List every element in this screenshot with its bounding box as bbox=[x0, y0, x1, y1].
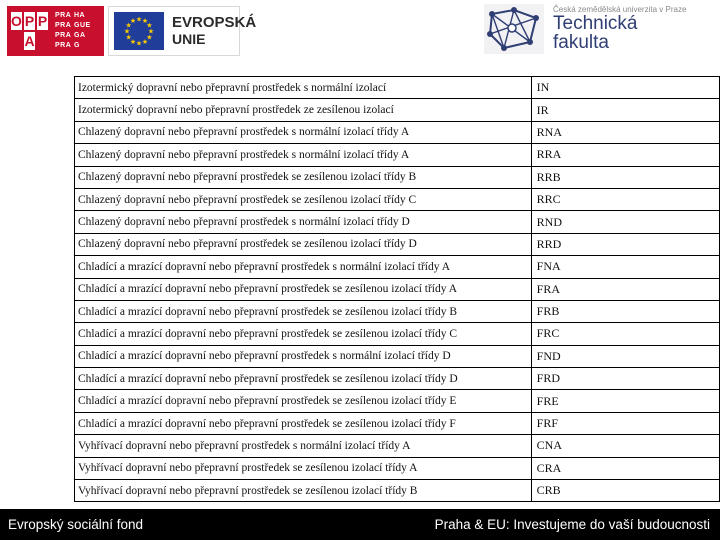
network-emblem-icon bbox=[484, 4, 544, 54]
opp-word: PRA bbox=[55, 22, 72, 29]
eu-star-icon: ★ bbox=[125, 33, 132, 42]
faculty-title-line-2: fakulta bbox=[553, 32, 609, 53]
opp-word: PRA bbox=[55, 12, 72, 19]
eu-star-icon: ★ bbox=[141, 17, 149, 26]
row-description: Vyhřívací dopravní nebo přepravní prostředek se zesílenou izolací třídy A bbox=[75, 457, 532, 479]
table-row bbox=[75, 233, 720, 255]
eu-star-icon: ★ bbox=[147, 27, 155, 36]
eu-star-icon: ★ bbox=[146, 33, 153, 42]
table-row bbox=[75, 457, 720, 479]
table-row bbox=[75, 435, 720, 457]
row-description: Chlazený dopravní nebo přepravní prostředek se zesílenou izolací třídy C bbox=[75, 188, 532, 210]
row-description: Chladící a mrazící dopravní nebo přepravní prostředek se zesílenou izolací třídy C bbox=[75, 323, 532, 345]
opp-letter: P bbox=[24, 13, 35, 29]
row-description: Chladící a mrazící dopravní nebo přepravní prostředek s normální izolací třídy D bbox=[75, 345, 532, 367]
opp-word: PRA bbox=[55, 42, 72, 49]
table-body bbox=[75, 77, 720, 502]
table-row bbox=[75, 345, 720, 367]
row-code: FRA bbox=[531, 278, 719, 300]
table-row bbox=[75, 166, 720, 188]
opp-praha-logo bbox=[7, 6, 104, 56]
footer-bar bbox=[0, 509, 720, 540]
row-code: FRE bbox=[531, 390, 719, 412]
eu-star-icon: ★ bbox=[125, 21, 132, 30]
row-code: RRC bbox=[531, 188, 719, 210]
eu-star-icon: ★ bbox=[146, 21, 153, 30]
row-code: CRA bbox=[531, 457, 719, 479]
eu-star-icon: ★ bbox=[135, 39, 143, 48]
opp-word: GA bbox=[74, 32, 86, 39]
opp-letter: A bbox=[24, 33, 35, 49]
eu-star-icon: ★ bbox=[123, 27, 131, 36]
row-description: Chladící a mrazící dopravní nebo přepravní prostředek se zesílenou izolací třídy A bbox=[75, 278, 532, 300]
row-code: FNA bbox=[531, 256, 719, 278]
table-row bbox=[75, 77, 720, 99]
row-code: RNA bbox=[531, 121, 719, 143]
row-description: Chladící a mrazící dopravní nebo přepravní prostředek se zesílenou izolací třídy E bbox=[75, 390, 532, 412]
opp-city-words bbox=[51, 6, 90, 56]
row-code: FRF bbox=[531, 412, 719, 434]
vehicle-codes-table bbox=[74, 76, 720, 502]
opp-word: G bbox=[74, 42, 80, 49]
row-description: Vyhřívací dopravní nebo přepravní prostředek s normální izolací třídy A bbox=[75, 435, 532, 457]
table-row bbox=[75, 368, 720, 390]
eu-star-icon: ★ bbox=[129, 17, 137, 26]
row-description: Chlazený dopravní nebo přepravní prostředek s normální izolací třídy A bbox=[75, 144, 532, 166]
eu-logo bbox=[108, 6, 257, 56]
row-description: Chladící a mrazící dopravní nebo přepravní prostředek se zesílenou izolací třídy F bbox=[75, 412, 532, 434]
table-row bbox=[75, 121, 720, 143]
eu-flag-icon bbox=[114, 12, 164, 50]
eu-line-2: UNIE bbox=[172, 31, 206, 47]
footer-left-text: Evropský sociální fond bbox=[8, 517, 144, 532]
opp-word: GUE bbox=[74, 22, 91, 29]
opp-letter: P bbox=[37, 13, 48, 29]
opp-letters bbox=[7, 6, 51, 56]
row-description: Vyhřívací dopravní nebo přepravní prostředek se zesílenou izolací třídy B bbox=[75, 480, 532, 502]
row-description: Chladící a mrazící dopravní nebo přepravní prostředek s normální izolací třídy A bbox=[75, 256, 532, 278]
table-row bbox=[75, 390, 720, 412]
row-code: IR bbox=[531, 99, 719, 121]
row-code: FRB bbox=[531, 300, 719, 322]
row-code: FRD bbox=[531, 368, 719, 390]
row-description: Chlazený dopravní nebo přepravní prostředek se zesílenou izolací třídy D bbox=[75, 233, 532, 255]
table-row bbox=[75, 480, 720, 502]
table-row bbox=[75, 323, 720, 345]
table-row bbox=[75, 300, 720, 322]
table-row bbox=[75, 211, 720, 233]
row-code: CRB bbox=[531, 480, 719, 502]
eu-star-icon: ★ bbox=[141, 37, 149, 46]
faculty-title bbox=[553, 14, 638, 52]
eu-star-icon: ★ bbox=[129, 37, 137, 46]
table-row bbox=[75, 412, 720, 434]
table-row bbox=[75, 99, 720, 121]
eu-star-icon: ★ bbox=[135, 15, 143, 24]
row-code: RRA bbox=[531, 144, 719, 166]
eu-wordmark bbox=[172, 14, 256, 48]
opp-letter: O bbox=[11, 13, 22, 29]
opp-blank bbox=[37, 32, 48, 50]
row-code: RRD bbox=[531, 233, 719, 255]
row-description: Chlazený dopravní nebo přepravní prostředek s normální izolací třídy A bbox=[75, 121, 532, 143]
row-code: RRB bbox=[531, 166, 719, 188]
row-description: Chlazený dopravní nebo přepravní prostředek s normální izolací třídy D bbox=[75, 211, 532, 233]
row-description: Chladící a mrazící dopravní nebo přepravní prostředek se zesílenou izolací třídy B bbox=[75, 300, 532, 322]
row-code: RND bbox=[531, 211, 719, 233]
table-row bbox=[75, 278, 720, 300]
row-description: Izotermický dopravní nebo přepravní prostředek ze zesílenou izolací bbox=[75, 99, 532, 121]
faculty-title-line-1: Technická bbox=[553, 13, 638, 34]
opp-word: HA bbox=[74, 12, 86, 19]
row-description: Chlazený dopravní nebo přepravní prostředek se zesílenou izolací třídy B bbox=[75, 166, 532, 188]
technicka-fakulta-logo bbox=[472, 0, 720, 58]
row-code: CNA bbox=[531, 435, 719, 457]
table-row bbox=[75, 256, 720, 278]
eu-line-1: EVROPSKÁ bbox=[172, 14, 257, 31]
table-row bbox=[75, 144, 720, 166]
university-caption: Česká zemědělská univerzita v Praze bbox=[553, 5, 687, 14]
row-description: Chladící a mrazící dopravní nebo přepravní prostředek se zesílenou izolací třídy D bbox=[75, 368, 532, 390]
row-code: IN bbox=[531, 77, 719, 99]
opp-blank bbox=[11, 32, 22, 50]
row-code: FRC bbox=[531, 323, 719, 345]
row-description: Izotermický dopravní nebo přepravní prostředek s normální izolací bbox=[75, 77, 532, 99]
table-row bbox=[75, 188, 720, 210]
footer-right-text: Praha & EU: Investujeme do vaší budoucnosti bbox=[434, 517, 710, 532]
row-code: FND bbox=[531, 345, 719, 367]
opp-word: PRA bbox=[55, 32, 72, 39]
